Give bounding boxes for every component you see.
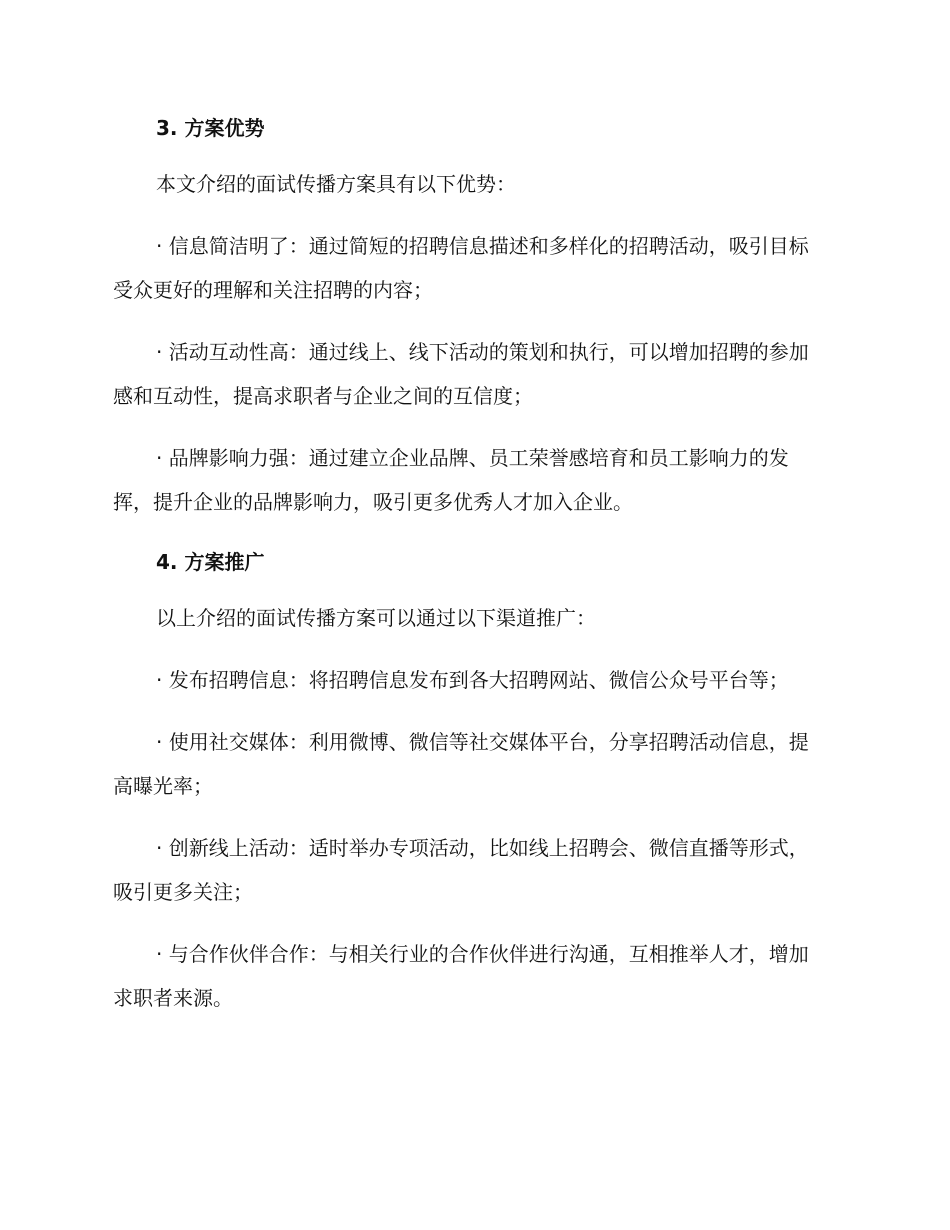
bullet-concise-info: · 信息简洁明了：通过简短的招聘信息描述和多样化的招聘活动，吸引目标受众更好的理解和关注招聘的内容； (113, 234, 809, 302)
section-intro-promotion: 以上介绍的面试传播方案可以通过以下渠道推广： (156, 606, 596, 630)
bullet-partner-cooperation: · 与合作伙伴合作：与相关行业的合作伙伴进行沟通，互相推举人才，增加求职者来源。 (113, 942, 809, 1010)
section-heading-advantages: 3. 方案优势 (156, 116, 265, 140)
document-body (113, 108, 825, 1020)
bullet-social-media: · 使用社交媒体：利用微博、微信等社交媒体平台，分享招聘活动信息，提高曝光率； (113, 730, 809, 798)
bullet-online-activities: · 创新线上活动：适时举办专项活动，比如线上招聘会、微信直播等形式，吸引更多关注； (113, 836, 809, 904)
bullet-high-interaction: · 活动互动性高：通过线上、线下活动的策划和执行，可以增加招聘的参加感和互动性，提高求职者与企业之间的互信度； (113, 340, 809, 408)
section-heading-promotion: 4. 方案推广 (156, 550, 265, 574)
bullet-publish-recruitment: · 发布招聘信息：将招聘信息发布到各大招聘网站、微信公众号平台等； (156, 668, 789, 692)
bullet-brand-influence: · 品牌影响力强：通过建立企业品牌、员工荣誉感培育和员工影响力的发挥，提升企业的品牌影响力，吸引更多优秀人才加入企业。 (113, 446, 789, 514)
section-intro-advantages: 本文介绍的面试传播方案具有以下优势： (156, 172, 516, 196)
